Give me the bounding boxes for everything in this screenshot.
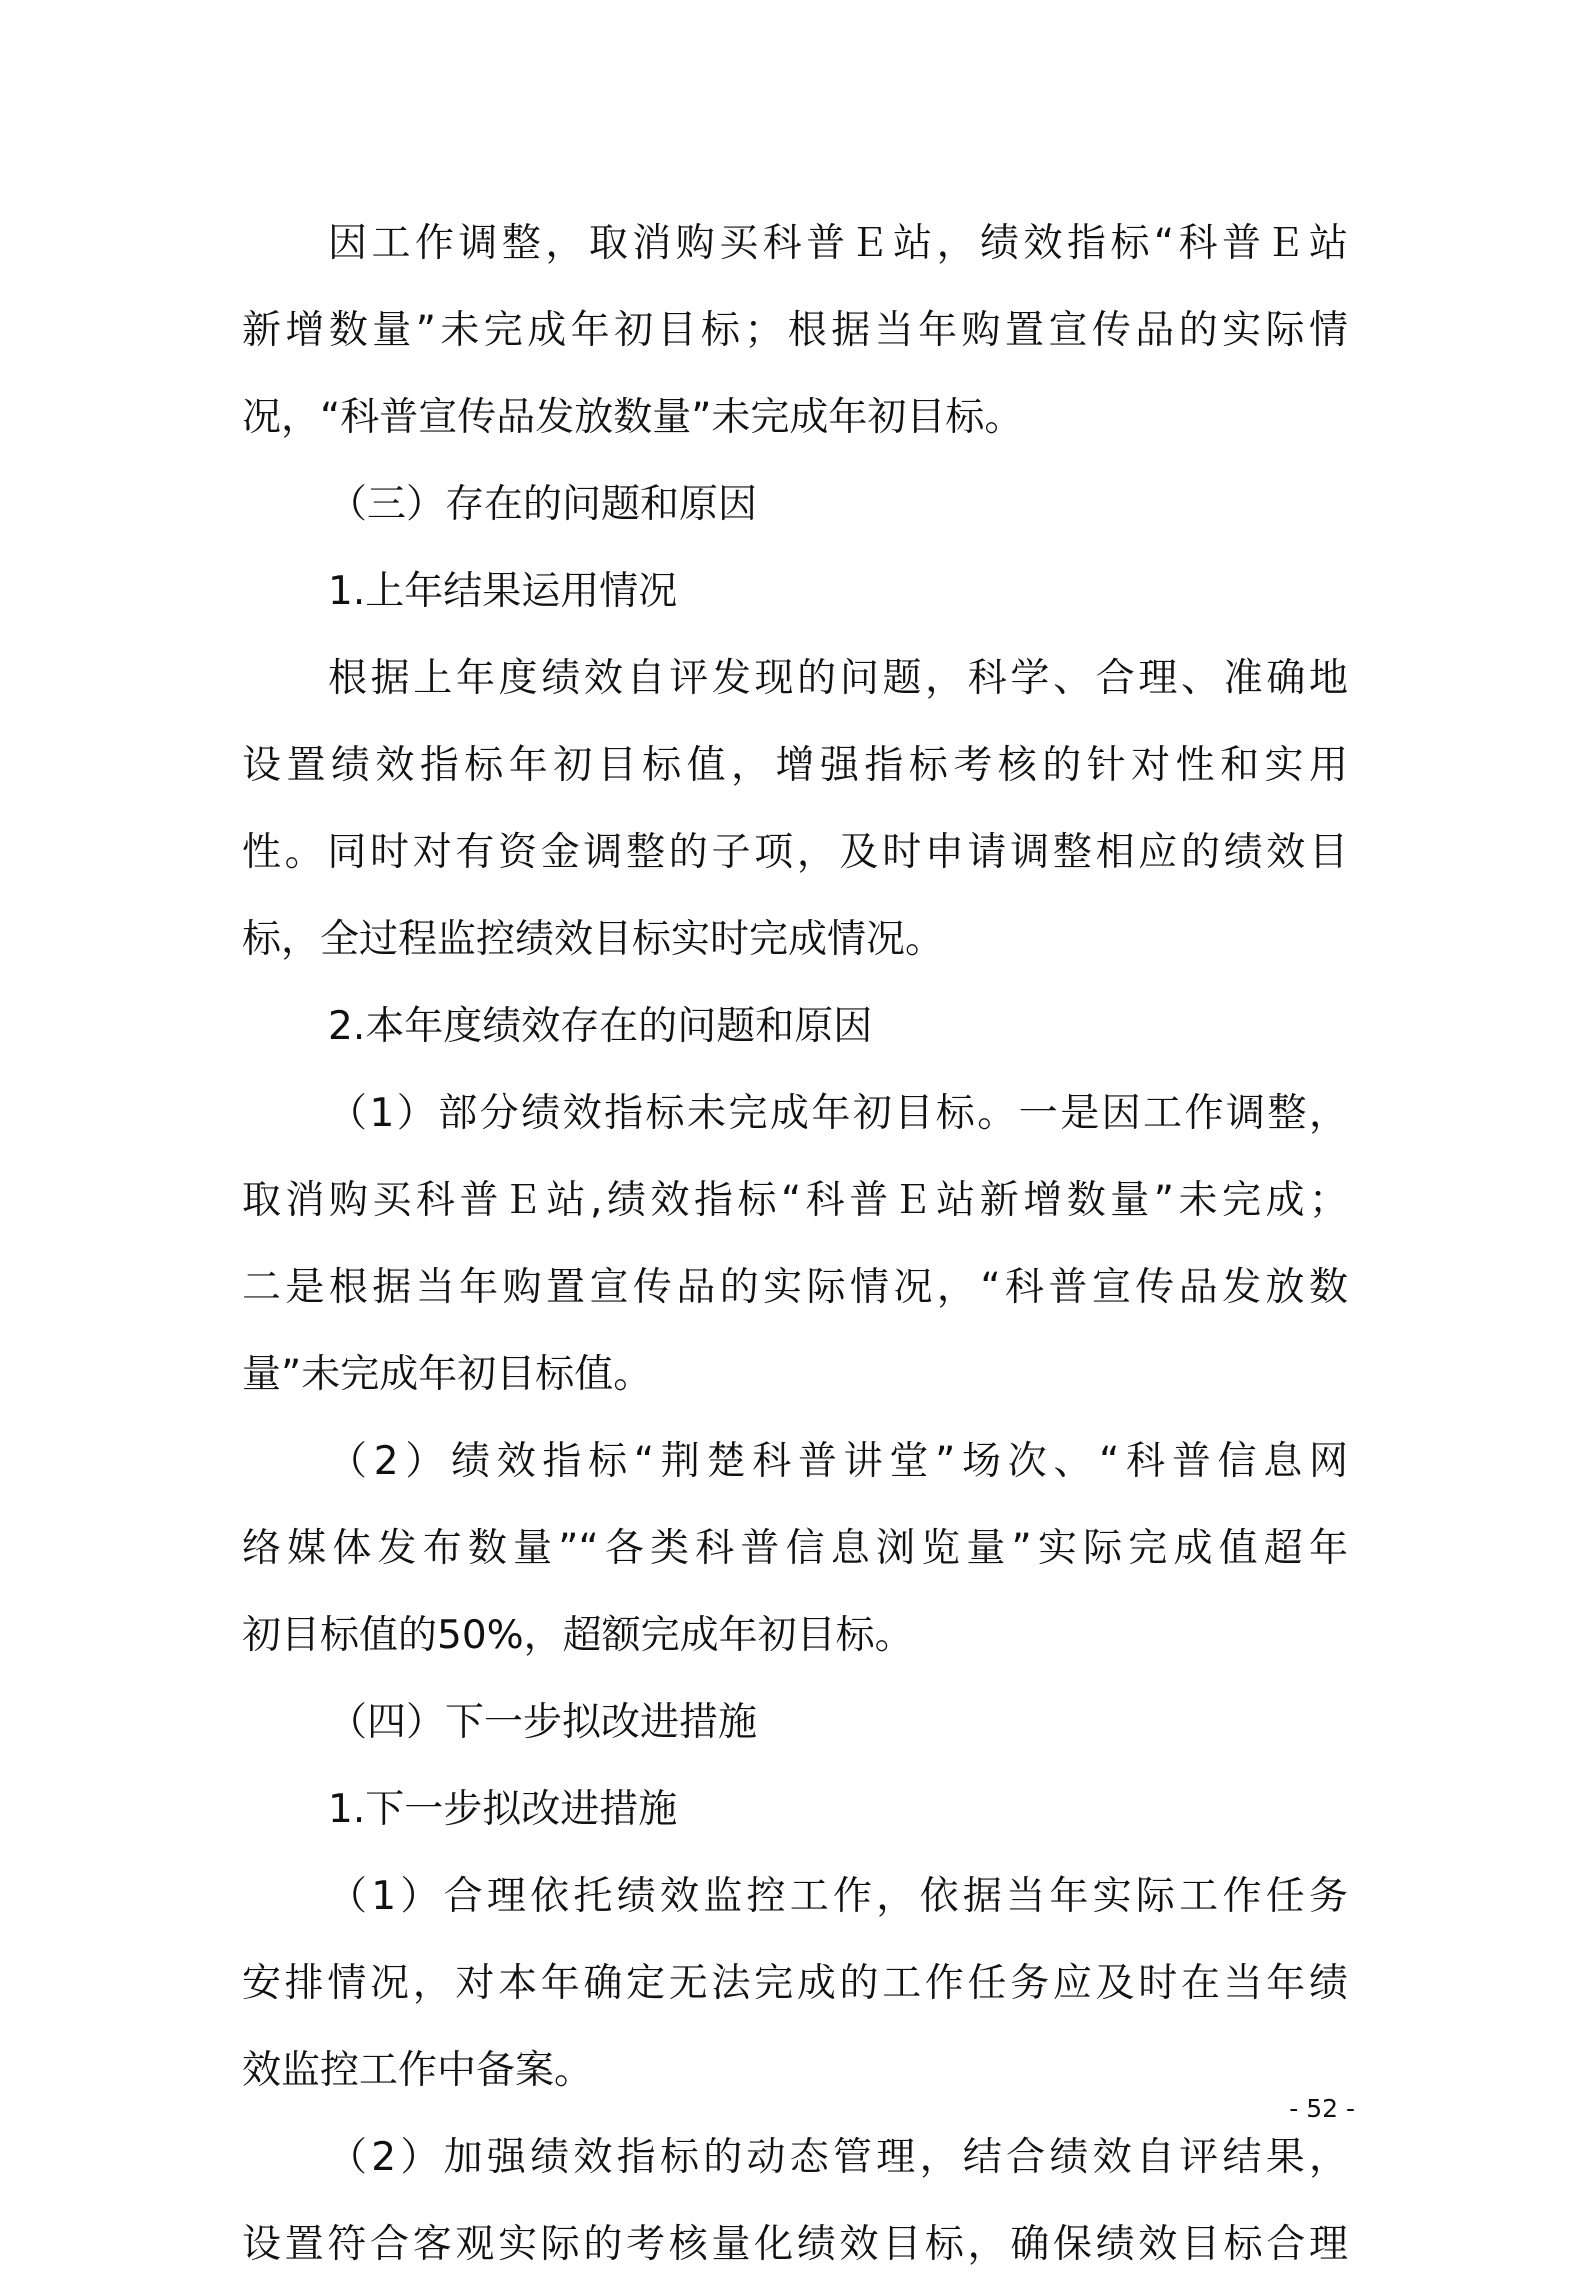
text-line-3: 况，“科普宣传品发放数量”未完成年初目标。	[242, 395, 1024, 440]
subheading-1: 1.上年结果运用情况	[328, 569, 678, 614]
text-line-6: 根据上年度绩效自评发现的问题，科学、合理、准确地	[328, 656, 1348, 701]
text-line-15: （2）绩效指标“荆楚科普讲堂”场次、“科普信息网	[328, 1439, 1348, 1484]
text-line-8: 性。同时对有资金调整的子项，及时申请调整相应的绩效目	[242, 830, 1348, 875]
subheading-2: 2.本年度绩效存在的问题和原因	[328, 1004, 873, 1049]
text-line-16: 络媒体发布数量”“各类科普信息浏览量”实际完成值超年	[242, 1526, 1348, 1571]
text-line-13: 二是根据当年购置宣传品的实际情况，“科普宣传品发放数	[242, 1265, 1348, 1310]
section-heading-4: （四）下一步拟改进措施	[328, 1700, 758, 1745]
text-line-23: （2）加强绩效指标的动态管理，结合绩效自评结果，	[328, 2135, 1348, 2180]
page-number: - 52 -	[1289, 2094, 1355, 2123]
text-line-17: 初目标值的50%，超额完成年初目标。	[242, 1613, 914, 1658]
text-line-7: 设置绩效指标年初目标值，增强指标考核的针对性和实用	[242, 743, 1348, 788]
text-line-2: 新增数量”未完成年初目标；根据当年购置宣传品的实际情	[242, 308, 1348, 353]
subheading-3: 1.下一步拟改进措施	[328, 1787, 678, 1832]
text-line-9: 标，全过程监控绩效目标实时完成情况。	[242, 917, 945, 962]
text-line-14: 量”未完成年初目标值。	[242, 1352, 653, 1397]
text-line-12: 取消购买科普Ｅ站,绩效指标“科普Ｅ站新增数量”未完成；	[242, 1178, 1348, 1223]
text-line-11: （1）部分绩效指标未完成年初目标。一是因工作调整，	[328, 1091, 1348, 1136]
text-line-20: （1）合理依托绩效监控工作，依据当年实际工作任务	[328, 1874, 1348, 1919]
section-heading-3: （三）存在的问题和原因	[328, 482, 758, 527]
body-text	[242, 200, 1348, 2288]
text-line-1: 因工作调整，取消购买科普Ｅ站，绩效指标“科普Ｅ站	[328, 221, 1348, 266]
text-line-21: 安排情况，对本年确定无法完成的工作任务应及时在当年绩	[242, 1961, 1348, 2006]
text-line-22: 效监控工作中备案。	[242, 2048, 594, 2093]
text-line-24: 设置符合客观实际的考核量化绩效目标，确保绩效目标合理	[242, 2222, 1348, 2267]
